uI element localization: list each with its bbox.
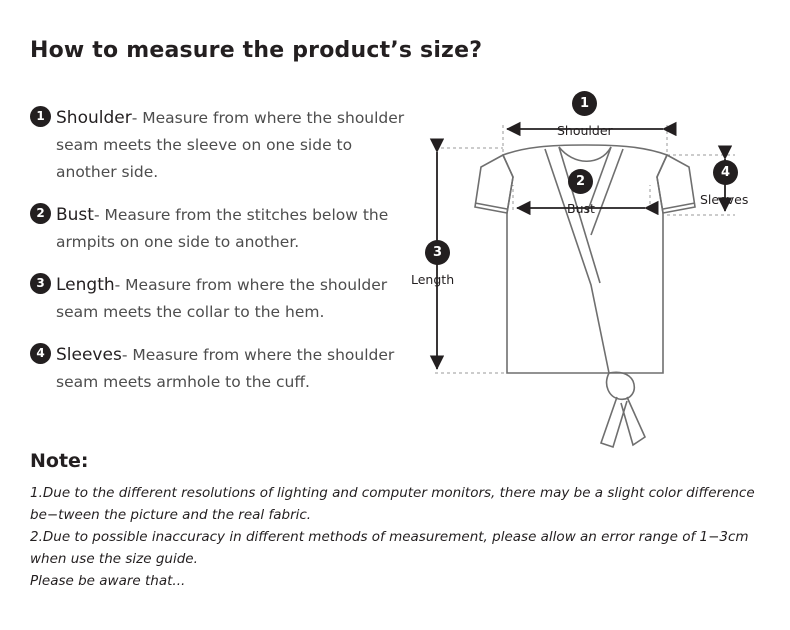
step-text <box>56 202 410 256</box>
garment-diagram <box>395 85 775 465</box>
step-description: - Measure from where the shoulder seam meets the collar to the hem. <box>56 276 388 321</box>
step-description: - Measure from where the shoulder seam meets armhole to the cuff. <box>56 346 395 391</box>
note-body <box>30 482 765 592</box>
measure-arrows <box>437 129 725 369</box>
step-description: - Measure from where the shoulder seam meets the sleeve on one side to another side. <box>56 109 405 181</box>
step-text <box>56 342 410 396</box>
step-number-badge: 4 <box>30 343 51 364</box>
guide-lines <box>435 125 735 373</box>
step-sleeves <box>30 342 410 396</box>
note-line-3: Please be aware that... <box>30 573 186 589</box>
step-keyword: Shoulder <box>56 108 132 128</box>
diagram-badge-shoulder: 1 <box>572 91 597 116</box>
step-text <box>56 272 410 326</box>
step-number-badge: 3 <box>30 273 51 294</box>
step-number-badge: 1 <box>30 106 51 127</box>
diagram-label-length: Length <box>411 272 455 287</box>
step-keyword: Bust <box>56 205 94 225</box>
step-length <box>30 272 410 326</box>
diagram-badge-bust: 2 <box>568 169 593 194</box>
step-number-badge: 2 <box>30 203 51 224</box>
diagram-label-bust: Bust <box>567 201 595 216</box>
step-description: - Measure from the stitches below the armpits on one side to another. <box>56 206 389 251</box>
diagram-label-sleeves: Sleeves <box>700 192 749 207</box>
step-bust <box>30 202 410 256</box>
note-heading: Note: <box>30 450 89 472</box>
diagram-label-shoulder: Shoulder <box>557 123 613 138</box>
step-shoulder <box>30 105 410 186</box>
note-line-1: 1.Due to the different resolutions of lighting and computer monitors, there may be a slight color difference be−tween the picture and the real fabric. <box>30 485 755 523</box>
measurement-steps <box>30 105 410 412</box>
note-line-2: 2.Due to possible inaccuracy in different methods of measurement, please allow an error range of 1−3cm when use the size guide. <box>30 529 749 567</box>
step-text <box>56 105 410 186</box>
step-keyword: Length <box>56 275 115 295</box>
page-title: How to measure the product’s size? <box>30 38 483 63</box>
step-keyword: Sleeves <box>56 345 122 365</box>
diagram-badge-sleeves: 4 <box>713 160 738 185</box>
diagram-badge-length: 3 <box>425 240 450 265</box>
